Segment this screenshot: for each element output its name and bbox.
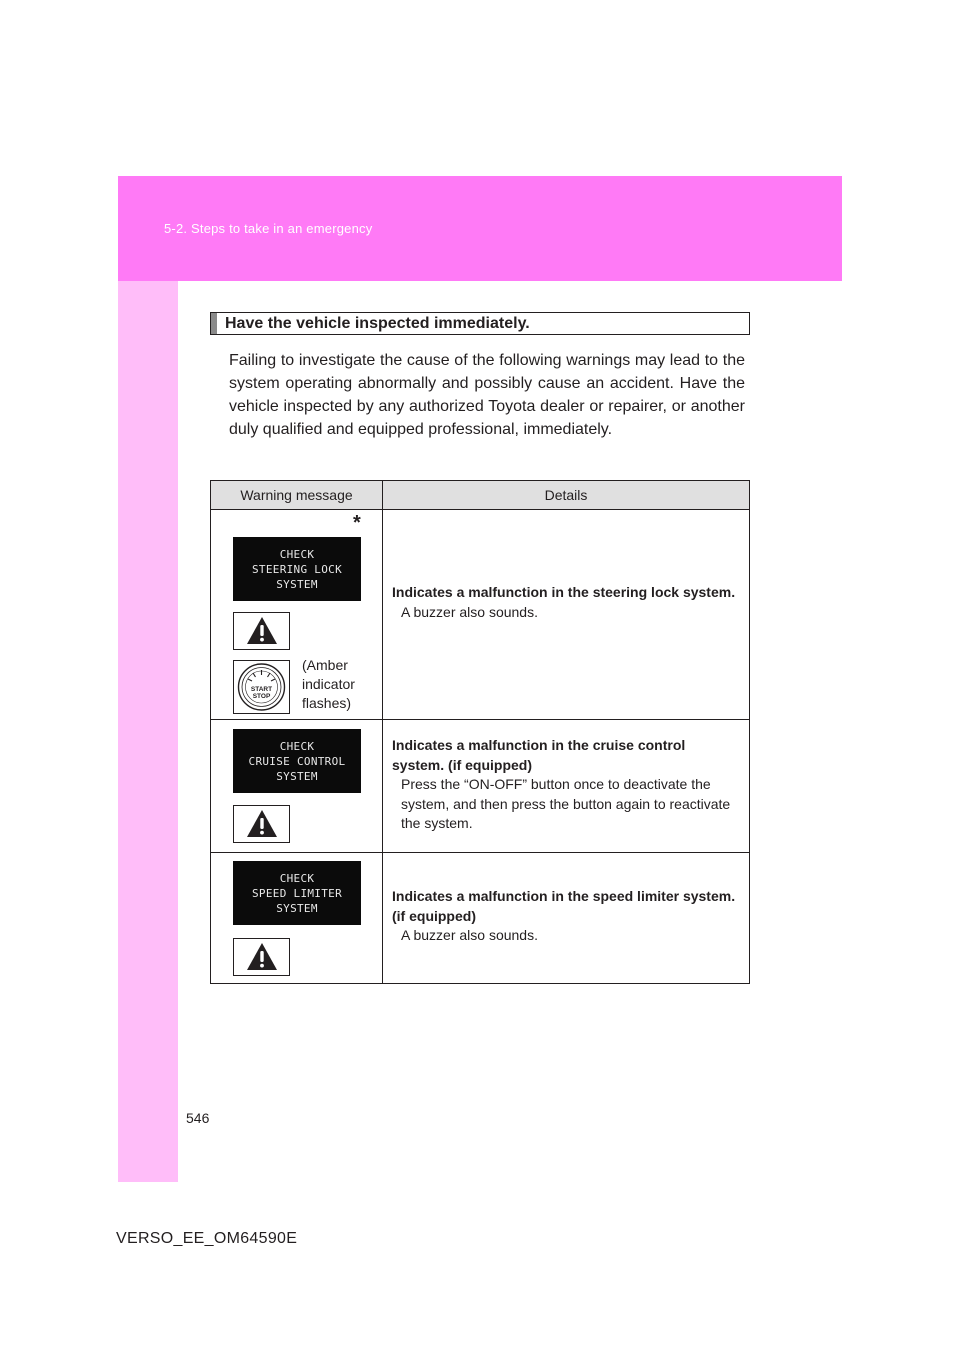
details-cell bbox=[383, 853, 750, 984]
warning-message-cell bbox=[211, 853, 383, 984]
details-cell bbox=[383, 720, 750, 853]
asterisk-mark: * bbox=[353, 512, 361, 534]
document-id: VERSO_EE_OM64590E bbox=[116, 1230, 298, 1247]
intro-paragraph: Failing to investigate the cause of the following warnings may lead to the system operating abnormally and possibly cause an accident. Have the vehicle inspected by any authorized Toyota dealer or repairer, or another duly qualified and equipped professional, immediately. bbox=[229, 352, 745, 438]
svg-text:START: START bbox=[250, 686, 273, 693]
lcd-message-display: CHECK STEERING LOCK SYSTEM bbox=[233, 537, 361, 601]
detail-text: A buzzer also sounds. bbox=[401, 603, 538, 620]
lcd-message-display: CHECK SPEED LIMITER SYSTEM bbox=[233, 861, 361, 925]
warning-message-cell bbox=[211, 720, 383, 853]
section-heading-text: Have the vehicle inspected immediately. bbox=[225, 315, 530, 332]
details-cell bbox=[383, 510, 750, 720]
table-row bbox=[211, 510, 750, 720]
column-header-details: Details bbox=[383, 481, 750, 510]
chapter-side-band bbox=[118, 281, 178, 1182]
indicator-note: (Amber indicator flashes) bbox=[302, 657, 355, 711]
section-heading bbox=[210, 312, 750, 335]
column-header-warning-message: Warning message bbox=[211, 481, 383, 510]
detail-text: Press the “ON-OFF” button once to deactivate the system, and then press the button again to reactivate the system. bbox=[401, 776, 731, 831]
start-stop-button-icon bbox=[233, 660, 290, 714]
detail-text: A buzzer also sounds. bbox=[401, 927, 538, 943]
detail-heading: Indicates a malfunction in the cruise control system. (if equipped) bbox=[392, 737, 686, 773]
heading-marker bbox=[211, 313, 217, 334]
detail-heading: Indicates a malfunction in the speed limiter system. (if equipped) bbox=[392, 888, 736, 924]
detail-heading: Indicates a malfunction in the steering lock system. bbox=[392, 584, 736, 600]
warning-triangle-icon bbox=[233, 938, 290, 976]
page-number: 546 bbox=[186, 1110, 210, 1126]
table-row bbox=[211, 720, 750, 853]
warning-table bbox=[210, 480, 750, 984]
warning-message-cell bbox=[211, 510, 383, 720]
svg-text:STOP: STOP bbox=[252, 693, 271, 700]
lcd-message-display: CHECK CRUISE CONTROL SYSTEM bbox=[233, 729, 361, 793]
warning-triangle-icon bbox=[233, 612, 290, 650]
warning-triangle-icon bbox=[233, 805, 290, 843]
breadcrumb: 5-2. Steps to take in an emergency bbox=[164, 221, 373, 236]
table-row bbox=[211, 853, 750, 984]
